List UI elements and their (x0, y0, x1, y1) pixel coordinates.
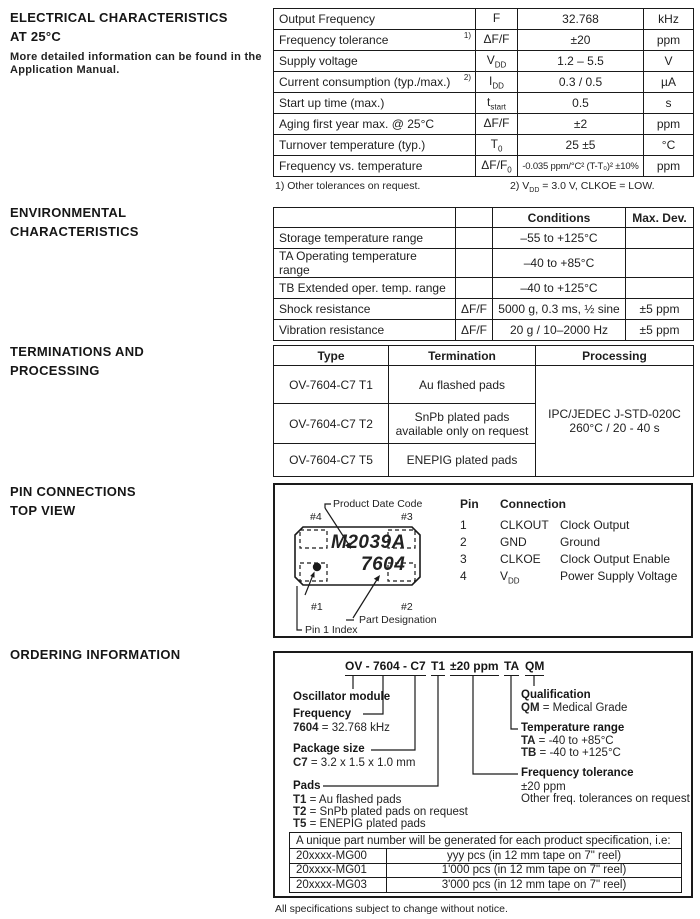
heading-line: ELECTRICAL CHARACTERISTICS (10, 10, 228, 25)
unit-cell: °C (644, 135, 694, 156)
unit-cell: ppm (644, 156, 694, 177)
pad-2-label: #2 (401, 601, 413, 613)
empty-cell (274, 208, 456, 228)
code-tolerance: ±20 ppm (450, 659, 499, 676)
unit-cell: ppm (644, 114, 694, 135)
pin-name: GND (500, 535, 527, 549)
unit-cell: s (644, 93, 694, 114)
param-cell: Current consumption (typ./max.) 2) (274, 72, 476, 93)
table-header-row (274, 346, 694, 366)
conditions-cell: –55 to +125°C (493, 228, 626, 249)
frequency-value: 7604 = 32.768 kHz (293, 722, 390, 734)
part-number-cell: 20xxxx-MG01 (290, 863, 387, 878)
connection-col-header: Connection (500, 497, 566, 511)
pad-4-outline (300, 530, 327, 548)
code-qualification: QM (525, 659, 544, 676)
section-heading-ordering (10, 645, 180, 664)
pin-description: Ground (560, 535, 601, 549)
oscillator-module-label: Oscillator module (293, 691, 391, 703)
max-dev-cell (626, 278, 694, 299)
heading-line: PROCESSING (10, 363, 100, 378)
qualification-value: QM = Medical Grade (521, 702, 628, 714)
heading-line: AT 25°C (10, 29, 62, 44)
value-cell: ±2 (518, 114, 644, 135)
table-row (274, 320, 694, 341)
part-number-table-header: A unique part number will be generated for each product specification, i.e: (290, 833, 682, 849)
pin-description: Clock Output Enable (560, 552, 671, 566)
symbol-cell (456, 228, 493, 249)
pin-description: Clock Output (560, 518, 630, 532)
termination-cell: ENEPIG plated pads (389, 444, 536, 477)
unit-cell: µA (644, 72, 694, 93)
part-number-cell: 20xxxx-MG03 (290, 878, 387, 893)
quantity-cell: 1'000 pcs (in 12 mm tape on 7" reel) (387, 863, 682, 878)
value-cell: ±20 (518, 30, 644, 51)
temperature-option: TA = -40 to +85°C (521, 735, 614, 747)
heading-line: CHARACTERISTICS (10, 224, 139, 239)
symbol-cell: F (476, 9, 518, 30)
table-row (274, 299, 694, 320)
symbol-cell (456, 278, 493, 299)
pads-title: Pads (293, 780, 321, 792)
package-part-marking: 7604 (361, 554, 406, 575)
heading-line: PIN CONNECTIONS (10, 484, 136, 499)
termination-cell: SnPb plated pads available only on request (389, 404, 536, 444)
environmental-table (273, 207, 694, 341)
pin1-index-leader (297, 586, 302, 630)
pin1-index-label: Pin 1 Index (305, 624, 358, 636)
conditions-cell: –40 to +125°C (493, 278, 626, 299)
note-line: More detailed information can be found in the (10, 51, 262, 63)
pin-description: Power Supply Voltage (560, 569, 678, 583)
section-note (10, 51, 262, 77)
frequency-tolerance-note: Other freq. tolerances on request (521, 793, 690, 805)
symbol-cell: ΔF/F (476, 114, 518, 135)
quantity-cell: yyy pcs (in 12 mm tape on 7" reel) (387, 849, 682, 864)
param-cell: Frequency tolerance 1) (274, 30, 476, 51)
code-base: OV - 7604 - C7 (345, 659, 426, 676)
table-row (274, 228, 694, 249)
frequency-tolerance-value: ±20 ppm (521, 781, 566, 793)
pin-name: CLKOUT (500, 518, 549, 532)
value-cell: 25 ±5 (518, 135, 644, 156)
part-number-table (289, 832, 682, 893)
heading-line: TOP VIEW (10, 503, 76, 518)
param-cell: Frequency vs. temperature (274, 156, 476, 177)
type-cell: OV-7604-C7 T1 (274, 366, 389, 404)
section-heading-electrical (10, 8, 262, 77)
param-cell: Vibration resistance (274, 320, 456, 341)
max-dev-cell: ±5 ppm (626, 320, 694, 341)
temperature-option: TB = -40 to +125°C (521, 747, 621, 759)
table-row (274, 51, 694, 72)
param-cell: Output Frequency (274, 9, 476, 30)
pin-number: 3 (460, 552, 467, 566)
terminations-table (273, 345, 694, 477)
symbol-cell: $T_0$ (476, 135, 518, 156)
pin-name: $V_{DD}$ (500, 569, 520, 586)
conditions-cell: 5000 g, 0.3 ms, ½ sine (493, 299, 626, 320)
max-dev-cell: ±5 ppm (626, 299, 694, 320)
section-heading-terminations (10, 342, 144, 380)
table-row (290, 878, 682, 893)
value-cell: 32.768 (518, 9, 644, 30)
value-cell: -0.035 ppm/°C² (T-T₀)² ±10% (518, 156, 644, 177)
unit-cell: ppm (644, 30, 694, 51)
pin-connections-box (273, 483, 693, 638)
pin-number: 2 (460, 535, 467, 549)
table-row (274, 278, 694, 299)
pin1-index-arrowhead-icon (310, 572, 314, 578)
table-row (274, 114, 694, 135)
param-cell: Aging first year max. @ 25°C (274, 114, 476, 135)
frequency-tolerance-title: Frequency tolerance (521, 767, 634, 779)
param-cell: Turnover temperature (typ.) (274, 135, 476, 156)
param-cell: TA Operating temperature range (274, 249, 456, 278)
package-size-title: Package size (293, 743, 365, 755)
footnote-2: 2) $V_{DD} = 3.0$ V, CLKOE = LOW. (510, 180, 655, 195)
footnote-1: 1) Other tolerances on request. (275, 180, 421, 192)
symbol-cell: ΔF/F (456, 320, 493, 341)
section-heading-environmental (10, 203, 139, 241)
ordering-information-box (273, 651, 693, 898)
value-cell: 1.2 – 5.5 (518, 51, 644, 72)
pin-number: 4 (460, 569, 467, 583)
symbol-cell: $t_{start}$ (476, 93, 518, 114)
quantity-cell: 3'000 pcs (in 12 mm tape on 7" reel) (387, 878, 682, 893)
table-header-row (274, 208, 694, 228)
table-row (274, 72, 694, 93)
unit-cell: kHz (644, 9, 694, 30)
pad-4-label: #4 (310, 511, 322, 523)
symbol-cell: $\Delta F/F_0$ (476, 156, 518, 177)
type-cell: OV-7604-C7 T2 (274, 404, 389, 444)
termination-cell: Au flashed pads (389, 366, 536, 404)
symbol-cell: $V_{DD}$ (476, 51, 518, 72)
table-row (274, 156, 694, 177)
table-header-row (290, 833, 682, 849)
pin-col-header: Pin (460, 497, 479, 511)
value-cell: 0.3 / 0.5 (518, 72, 644, 93)
conditions-cell: 20 g / 10–2000 Hz (493, 320, 626, 341)
section-heading-pin-connections (10, 482, 136, 520)
table-row (274, 9, 694, 30)
symbol-cell (456, 249, 493, 278)
table-row (274, 366, 694, 404)
table-row (290, 863, 682, 878)
table-row (274, 135, 694, 156)
pin-number: 1 (460, 518, 467, 532)
electrical-table (273, 8, 694, 177)
max-dev-cell (626, 249, 694, 278)
heading-line: TERMINATIONS AND (10, 344, 145, 359)
part-designation-arrow-line (353, 578, 378, 618)
param-cell: Shock resistance (274, 299, 456, 320)
processing-cell: IPC/JEDEC J-STD-020C 260°C / 20 - 40 s (536, 366, 694, 477)
param-cell: TB Extended oper. temp. range (274, 278, 456, 299)
type-header: Type (274, 346, 389, 366)
pad-3-label: #3 (401, 511, 413, 523)
param-cell: Supply voltage (274, 51, 476, 72)
page-footer-note: All specifications subject to change without notice. (275, 903, 508, 915)
date-code-label: Product Date Code (333, 498, 423, 510)
connector-temperature (511, 675, 518, 729)
max-dev-cell (626, 228, 694, 249)
table-row (274, 30, 694, 51)
symbol-cell: $I_{DD}$ (476, 72, 518, 93)
electrical-footnotes (275, 180, 693, 195)
code-temp-range: TA (504, 659, 519, 676)
part-designation-label: Part Designation (359, 614, 437, 626)
conditions-header: Conditions (493, 208, 626, 228)
symbol-cell: ΔF/F (456, 299, 493, 320)
package-size-value: C7 = 3.2 x 1.5 x 1.0 mm (293, 757, 416, 769)
frequency-title: Frequency (293, 708, 352, 720)
heading-line: ENVIRONMENTAL (10, 205, 127, 220)
conditions-cell: –40 to +85°C (493, 249, 626, 278)
qualification-title: Qualification (521, 689, 591, 701)
symbol-cell: ΔF/F (476, 30, 518, 51)
max-dev-header: Max. Dev. (626, 208, 694, 228)
empty-cell (456, 208, 493, 228)
processing-header: Processing (536, 346, 694, 366)
pads-option: T2 = SnPb plated pads on request (293, 806, 468, 818)
date-code-leader (325, 504, 331, 508)
part-number-cell: 20xxxx-MG00 (290, 849, 387, 864)
note-line: Application Manual. (10, 64, 120, 76)
type-cell: OV-7604-C7 T5 (274, 444, 389, 477)
temperature-range-title: Temperature range (521, 722, 625, 734)
pin1-dot (313, 563, 321, 571)
value-cell: 0.5 (518, 93, 644, 114)
table-row (290, 849, 682, 864)
table-row (274, 93, 694, 114)
pin-name: CLKOE (500, 552, 541, 566)
code-pads: T1 (431, 659, 445, 676)
param-cell: Start up time (max.) (274, 93, 476, 114)
unit-cell: V (644, 51, 694, 72)
heading-line: ORDERING INFORMATION (10, 647, 181, 662)
termination-header: Termination (389, 346, 536, 366)
pad-1-label: #1 (311, 601, 323, 613)
param-cell: Storage temperature range (274, 228, 456, 249)
pads-option: T1 = Au flashed pads (293, 794, 402, 806)
table-row (274, 249, 694, 278)
package-date-code-marking: M2039A (331, 532, 406, 553)
connector-package-size (371, 675, 415, 750)
pads-option: T5 = ENEPIG plated pads (293, 818, 426, 830)
